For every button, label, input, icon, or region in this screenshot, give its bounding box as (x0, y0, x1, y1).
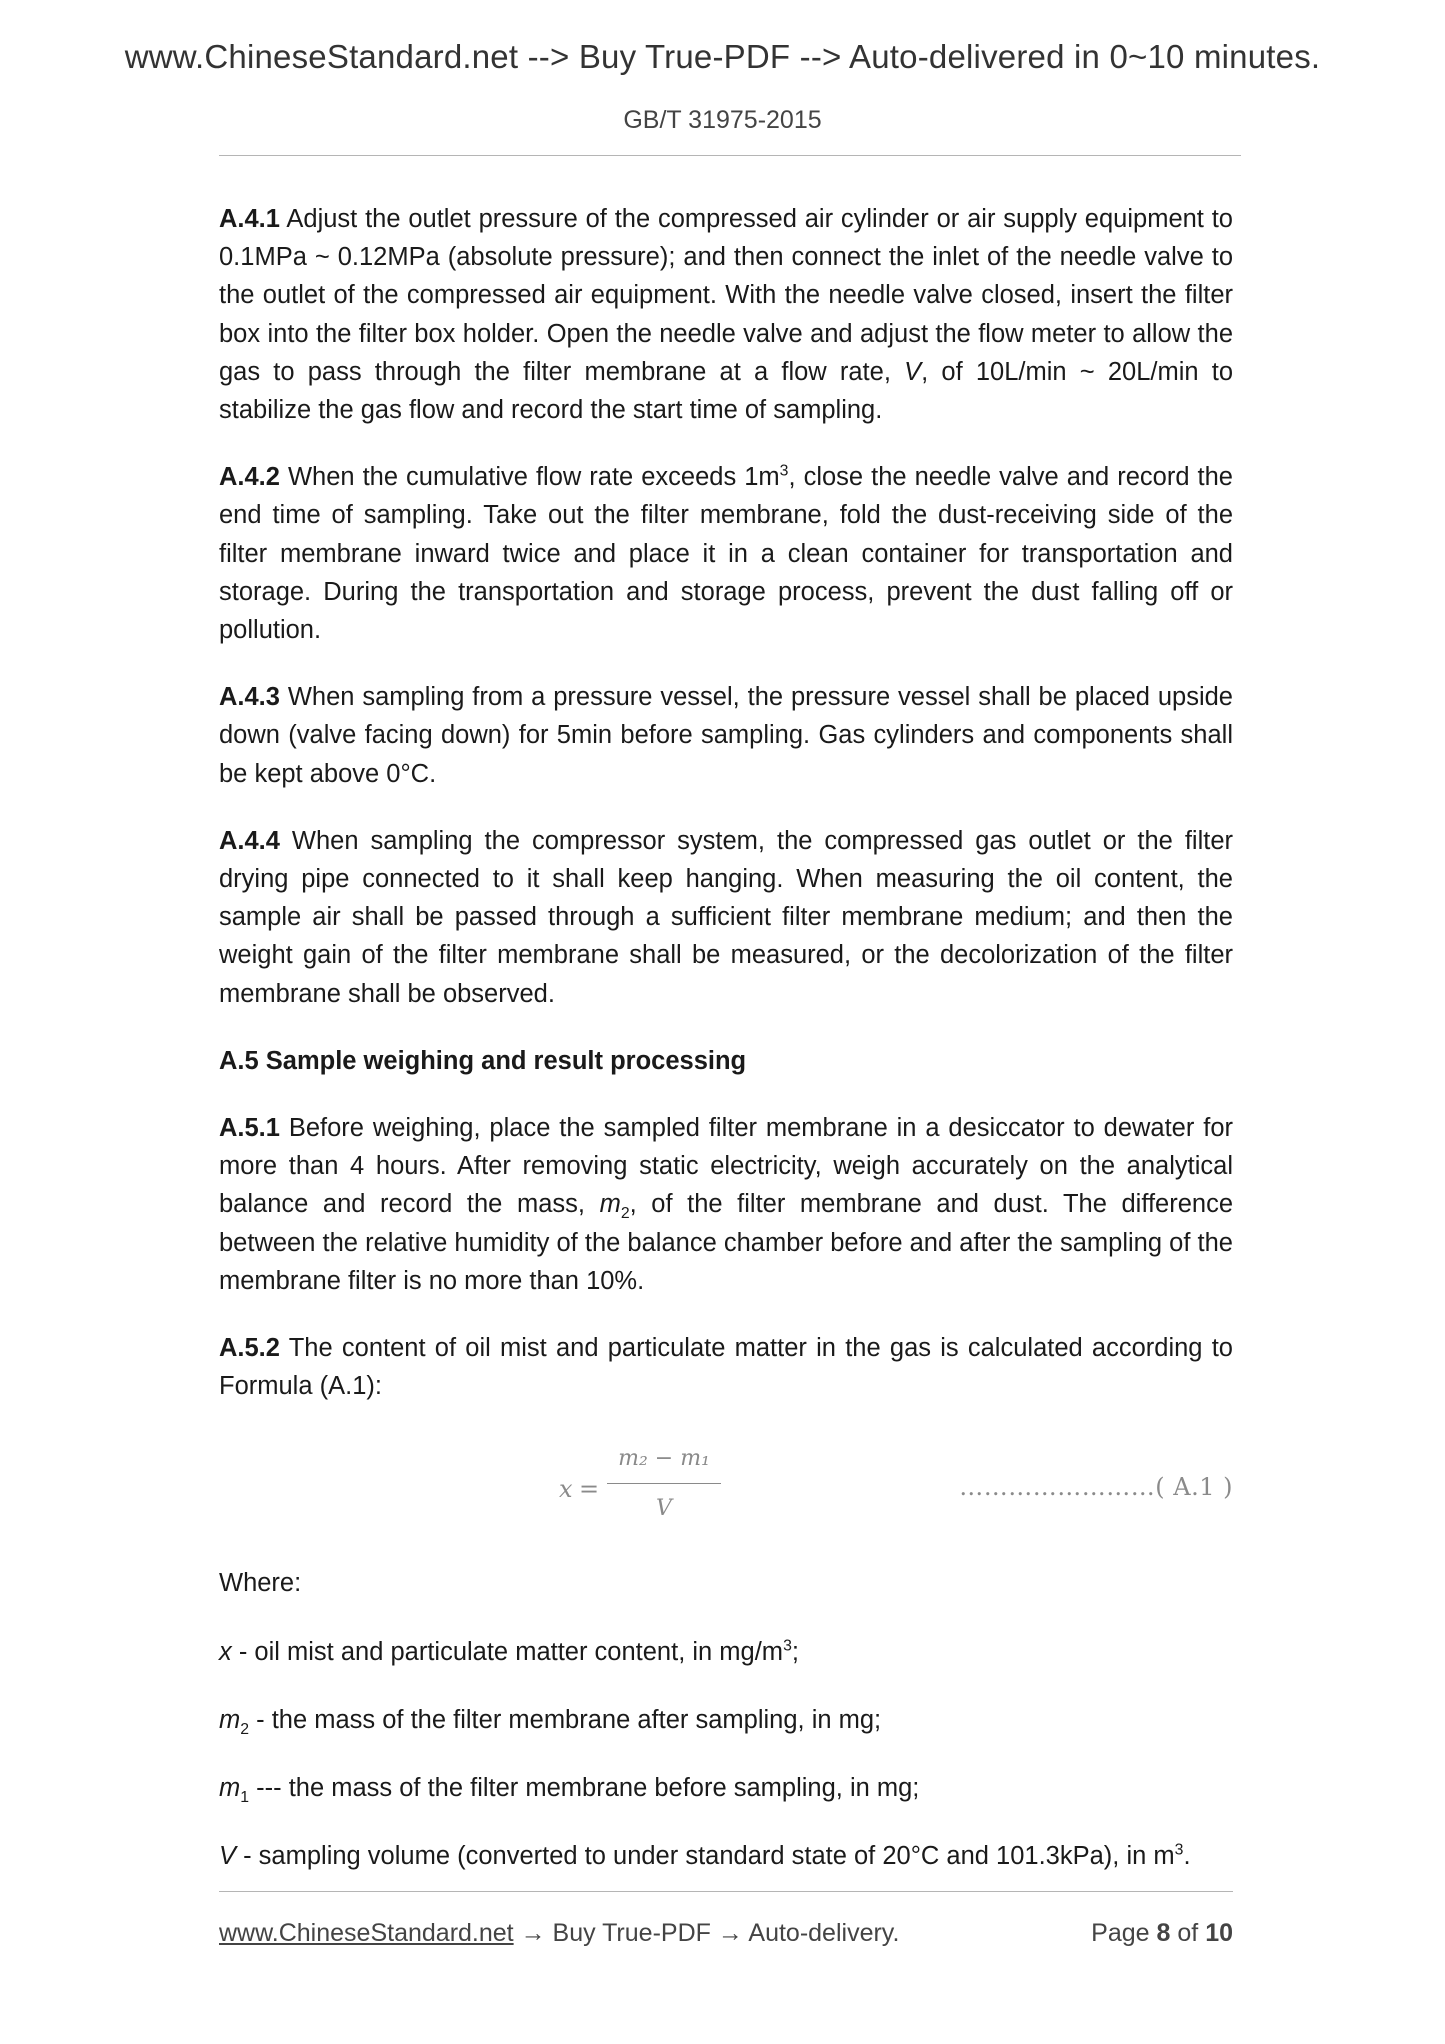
formula-a1 (219, 1434, 1233, 1544)
clause-text: When sampling from a pressure vessel, the pressure vessel shall be placed upside down (valve facing down) for 5min before sampling. Gas cylinders and components shall be kept above 0°C. (219, 683, 1233, 788)
definition-tail: ; (791, 1637, 799, 1666)
formula-lhs: x (559, 1475, 573, 1504)
variable: V (904, 357, 922, 386)
formula-numerator: m₂ − m₁ (618, 1446, 710, 1472)
clause-a41 (219, 200, 1233, 429)
footer-site-link[interactable]: www.ChineseStandard.net (219, 1919, 514, 1947)
definition-m2 (219, 1701, 1233, 1739)
subscript: 2 (240, 1720, 250, 1738)
clause-text: When sampling the compressor system, the compressed gas outlet or the filter drying pipe connected to it shall keep hanging. When measuring the oil content, the sample air shall be passed through a sufficient filter membrane medium; and then the weight gain of the filter membrane shall be measured, or the decolorization of the filter membrane shall be observed. (219, 826, 1233, 1008)
clause-text: , of 10L/min ~ 20L/min to stabilize the gas flow and record the start time of sampling. (219, 357, 1233, 425)
clause-a52 (219, 1329, 1233, 1405)
where-label: Where: (219, 1569, 302, 1598)
formula-equals: = (579, 1475, 600, 1504)
clause-number: A.4.4 (219, 826, 280, 855)
definition-tail: . (1183, 1842, 1191, 1871)
page-number: 8 (1156, 1919, 1171, 1947)
formula-fraction (607, 1440, 721, 1527)
clause-number: A.5.1 (219, 1114, 280, 1143)
page-total: 10 (1205, 1919, 1233, 1947)
definition-m1 (219, 1769, 1233, 1807)
footer-tagline: → Buy True-PDF → Auto-delivery. (513, 1919, 900, 1947)
clause-number: A.4.3 (219, 683, 280, 712)
superscript: 3 (779, 462, 789, 480)
clause-text: Adjust the outlet pressure of the compressed air cylinder or air supply equipment to 0.1MPa ~ 0.12MPa (absolute pressure); and then connect the inlet of the needle valve to the outlet of the compressed air equipment. With the needle valve closed, insert the filter box into the filter box holder. Open the needle valve and adjust the flow meter to allow the gas to pass through the filter membrane at a flow rate, (219, 205, 1233, 386)
definition-text: --- the mass of the filter membrane before sampling, in mg; (249, 1774, 920, 1803)
clause-text: , of the filter membrane and dust. The difference between the relative humidity of the balance chamber before and after the sampling of the membrane filter is no more than 10%. (219, 1190, 1234, 1295)
definition-text: - sampling volume (converted to under standard state of 20°C and 101.3kPa), in m (236, 1842, 1175, 1871)
subscript: 1 (240, 1789, 250, 1807)
document-body (219, 200, 1233, 1906)
variable: m (599, 1190, 621, 1219)
variable: x (219, 1637, 232, 1666)
page-footer (219, 1919, 1233, 1948)
superscript: 3 (1174, 1841, 1184, 1859)
clause-a42 (219, 458, 1233, 649)
footer-divider (219, 1891, 1233, 1892)
variable: V (219, 1842, 237, 1871)
clause-number: A.5.2 (219, 1334, 280, 1363)
section-heading-a5: A.5 Sample weighing and result processing (219, 1046, 747, 1075)
standard-code: GB/T 31975-2015 (623, 106, 822, 134)
header-divider (219, 155, 1241, 156)
clause-number: A.4.2 (219, 463, 280, 492)
clause-text: The content of oil mist and particulate matter in the gas is calculated according to Formula (A.1): (219, 1334, 1233, 1401)
of-word: of (1177, 1919, 1199, 1947)
variable: m (219, 1774, 241, 1803)
clause-a43 (219, 678, 1233, 793)
subscript: 2 (620, 1205, 630, 1223)
formula-denominator: V (656, 1495, 672, 1521)
site-banner[interactable]: www.ChineseStandard.net --> Buy True-PDF --> Auto-delivered in 0~10 minutes. (124, 38, 1321, 75)
definition-x (219, 1633, 1233, 1671)
formula-number: ……………………( A.1 ) (959, 1473, 1233, 1502)
definition-text: - oil mist and particulate matter content, in mg/m (231, 1637, 784, 1666)
clause-number: A.4.1 (219, 205, 280, 233)
definition-text: - the mass of the filter membrane after sampling, in mg; (249, 1705, 882, 1734)
clause-text: When the cumulative flow rate exceeds 1m (279, 463, 780, 492)
page-word: Page (1091, 1919, 1150, 1947)
clause-a51 (219, 1109, 1233, 1300)
variable: m (219, 1705, 241, 1734)
superscript: 3 (783, 1637, 792, 1655)
clause-text: , close the needle valve and record the end time of sampling. Take out the filter membrane, fold the dust-receiving side of the filter membrane inward twice and place it in a clean container for transportation and storage. During the transportation and storage process, prevent the dust falling off or pollution. (219, 463, 1233, 645)
page-indicator (1091, 1919, 1233, 1948)
definition-v (219, 1837, 1233, 1875)
clause-a44 (219, 822, 1233, 1013)
fraction-bar (607, 1483, 721, 1484)
clause-text: Before weighing, place the sampled filter membrane in a desiccator to dewater for more than 4 hours. After removing static electricity, weigh accurately on the analytical balance and record the mass, (219, 1114, 1233, 1219)
